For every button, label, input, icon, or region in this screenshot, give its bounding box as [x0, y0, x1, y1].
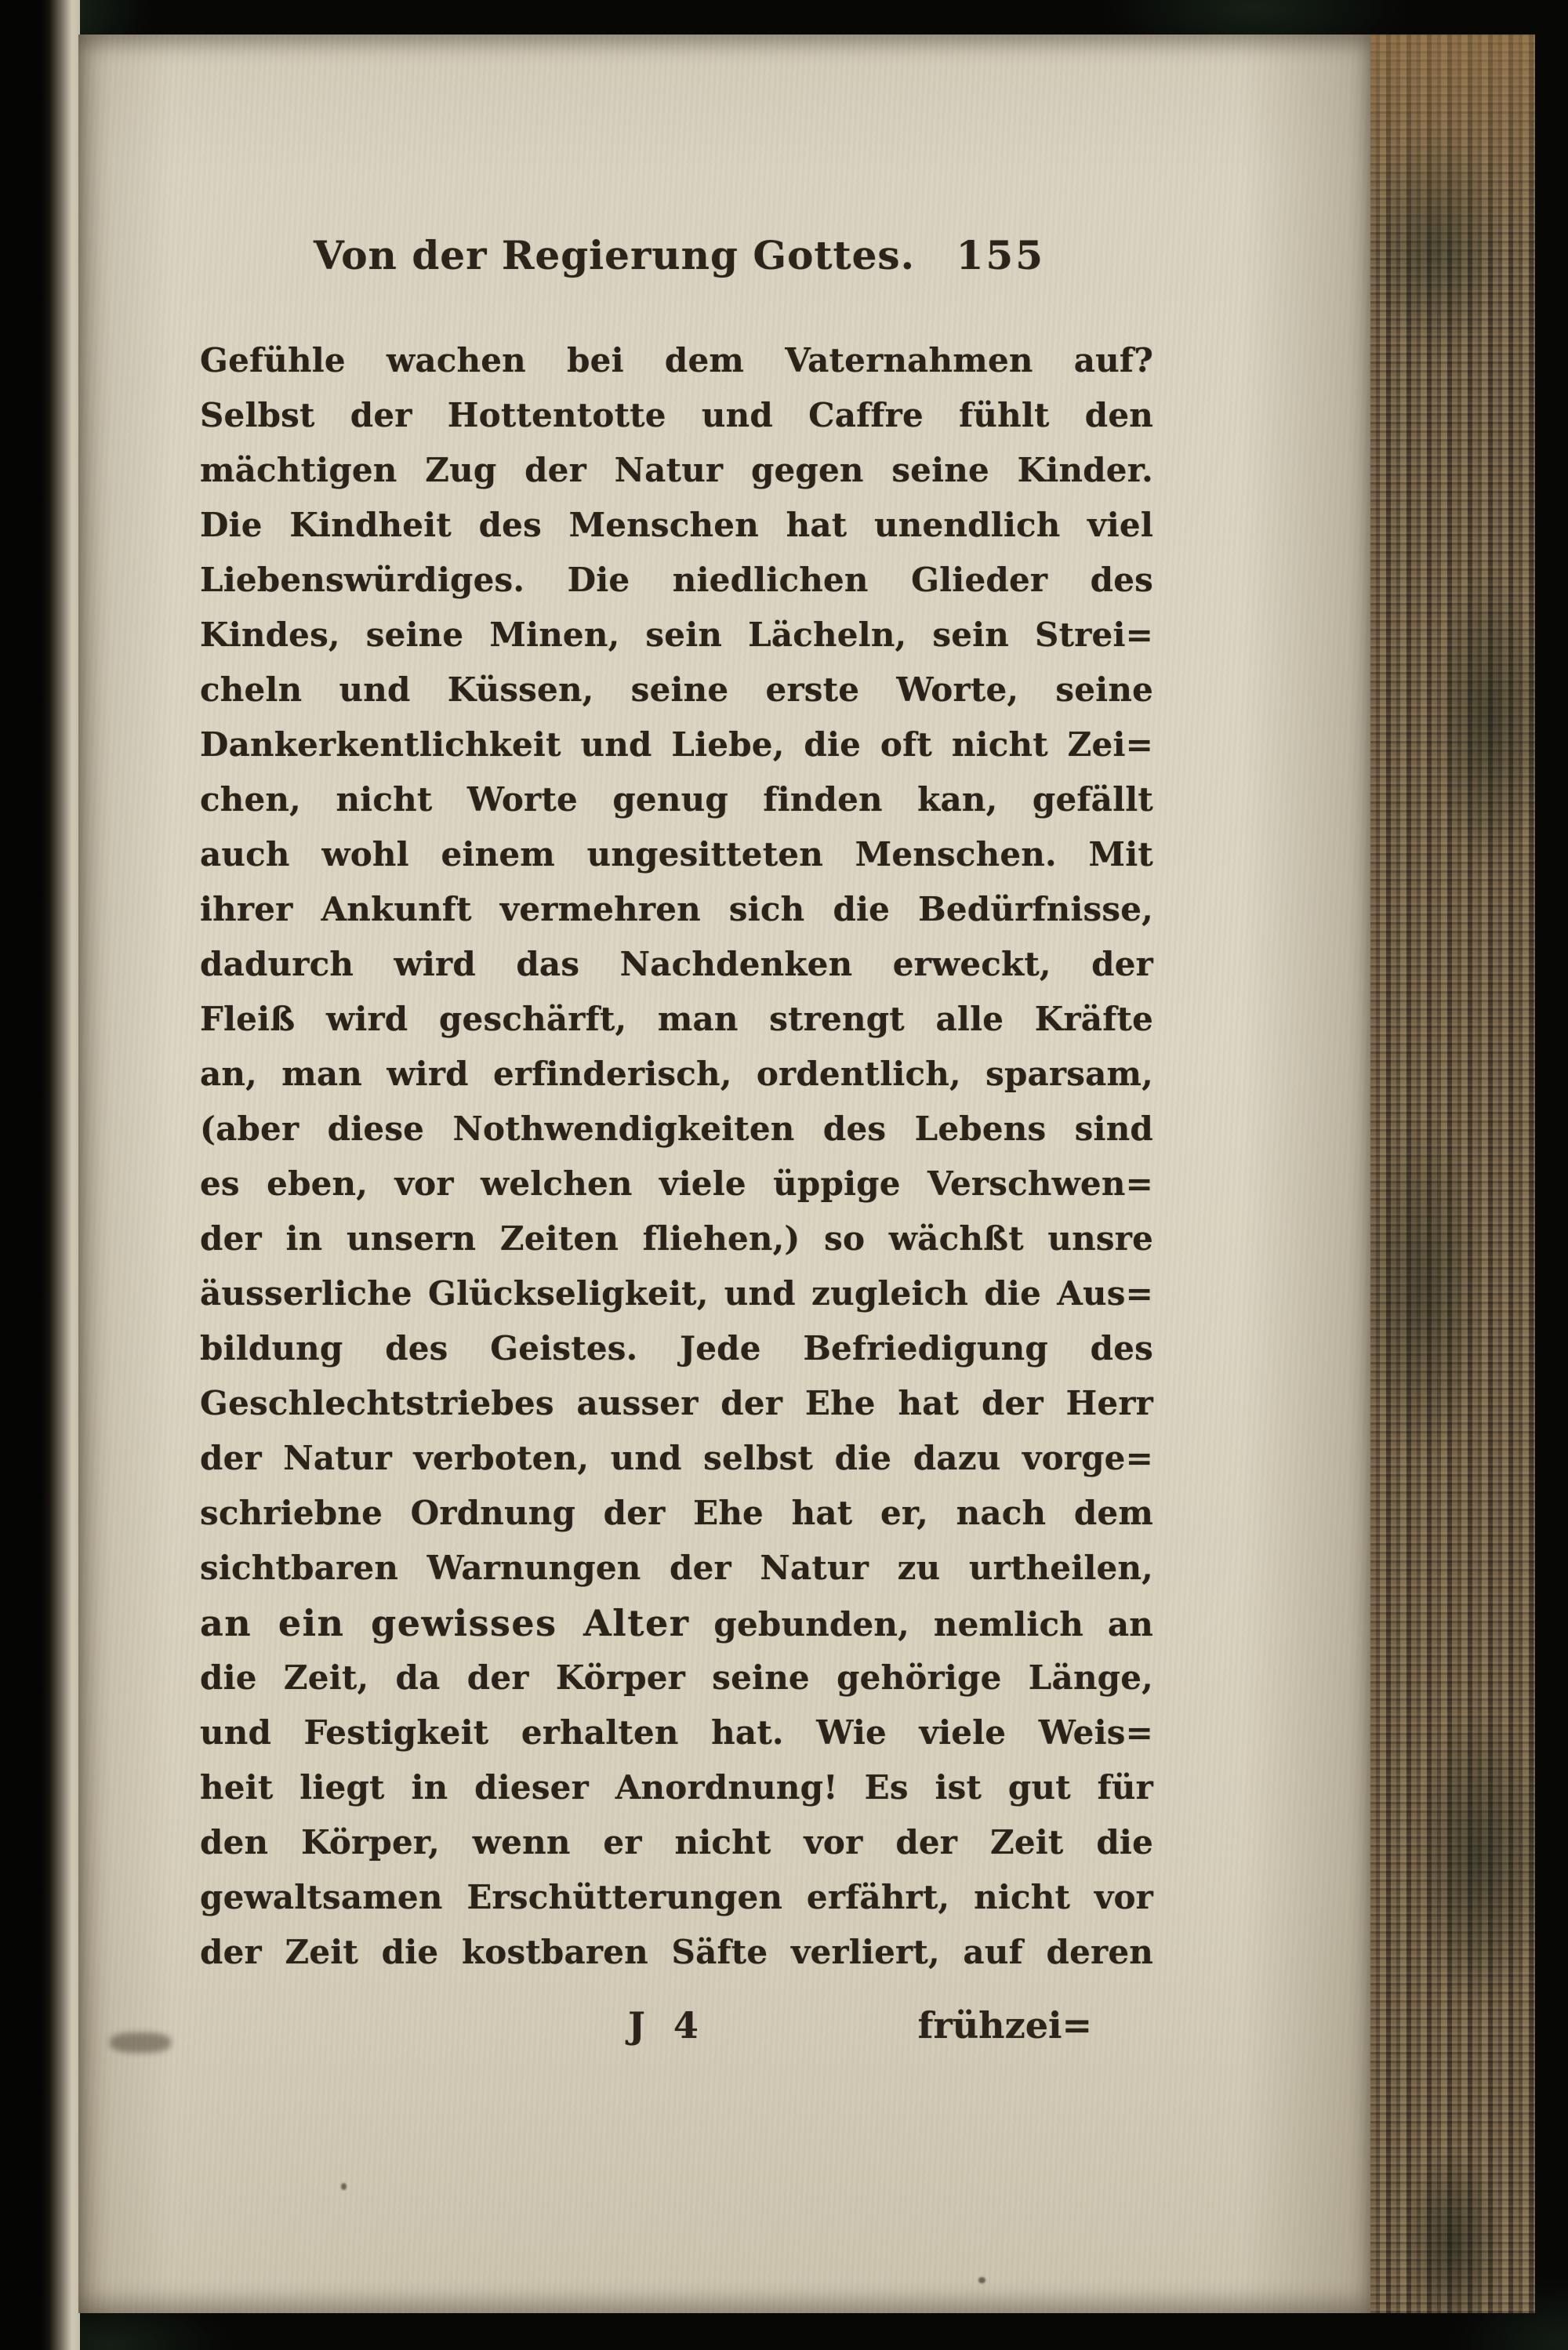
paper-speck	[341, 2183, 347, 2190]
text-line: Selbst der Hottentotte und Caffre fühlt den	[200, 396, 1153, 434]
text-line: sichtbaren Warnungen der Natur zu urtheilen,	[200, 1549, 1153, 1587]
text-line: Dankerkentlichkeit und Liebe, die oft nicht Zei=	[200, 725, 1153, 764]
text-line: der Zeit die kostbaren Säfte verliert, auf deren	[200, 1933, 1153, 1971]
text-line: Gefühle wachen bei dem Vaternahmen auf?	[200, 341, 1153, 380]
page-header	[314, 232, 1045, 278]
text-line: Geschlechtstriebes ausser der Ehe hat der Herr	[200, 1384, 1153, 1422]
text-line: heit liegt in dieser Anordnung! Es ist gut für	[200, 1768, 1153, 1807]
text-line: Die Kindheit des Menschen hat unendlich viel	[200, 506, 1153, 544]
text-line: die Zeit, da der Körper seine gehörige Länge,	[200, 1658, 1153, 1697]
text-line: es eben, vor welchen viele üppige Verschwen=	[200, 1164, 1153, 1203]
text-line: der Natur verboten, und selbst die dazu vorge=	[200, 1439, 1153, 1477]
text-line: (aber diese Nothwendigkeiten des Lebens sind	[200, 1110, 1153, 1148]
signature-mark: J 4	[628, 2004, 706, 2047]
text-line: und Festigkeit erhalten hat. Wie viele Weis=	[200, 1713, 1153, 1752]
text-line: dadurch wird das Nachdenken erweckt, der	[200, 945, 1153, 983]
text-line: Kindes, seine Minen, sein Lächeln, sein Strei=	[200, 616, 1153, 654]
book-fore-edge	[1370, 35, 1535, 2313]
book-gutter-shadow	[0, 0, 80, 2350]
running-title: Von der Regierung Gottes.	[314, 232, 915, 278]
text-line: bildung des Geistes. Jede Befriedigung des	[200, 1329, 1153, 1368]
catchword: frühzei=	[917, 2004, 1092, 2047]
text-line: an ein gewisses Alter gebunden, nemlich an	[200, 1602, 1154, 1644]
text-line: schriebne Ordnung der Ehe hat er, nach dem	[200, 1494, 1153, 1532]
text-line: gewaltsamen Erschütterungen erfährt, nicht vor	[200, 1878, 1153, 1916]
paper-speck	[978, 2277, 985, 2283]
text-line: ihrer Ankunft vermehren sich die Bedürfnisse,	[200, 890, 1153, 928]
text-line: den Körper, wenn er nicht vor der Zeit die	[200, 1823, 1153, 1861]
text-line: der in unsern Zeiten fliehen,) so wächßt unsre	[200, 1219, 1153, 1258]
text-line: äusserliche Glückseligkeit, und zugleich die Aus=	[200, 1274, 1153, 1313]
text-line: Fleiß wird geschärft, man strengt alle Kräfte	[200, 1000, 1153, 1038]
text-line: auch wohl einem ungesitteten Menschen. Mit	[200, 835, 1153, 874]
body-text	[200, 333, 1153, 1980]
page-footer	[200, 2004, 1153, 2070]
text-line: chen, nicht Worte genug finden kan, gefällt	[200, 780, 1153, 819]
text-line: an, man wird erfinderisch, ordentlich, sparsam,	[200, 1055, 1153, 1093]
text-line: cheln und Küssen, seine erste Worte, seine	[200, 670, 1153, 709]
book-page	[78, 35, 1370, 2313]
page-number: 155	[956, 232, 1045, 278]
text-line: mächtigen Zug der Natur gegen seine Kinder.	[200, 451, 1153, 489]
ink-smudge	[110, 2032, 171, 2053]
emphasized-phrase: an ein gewisses Alter	[200, 1602, 690, 1644]
text-line: Liebenswürdiges. Die niedlichen Glieder des	[200, 561, 1153, 599]
